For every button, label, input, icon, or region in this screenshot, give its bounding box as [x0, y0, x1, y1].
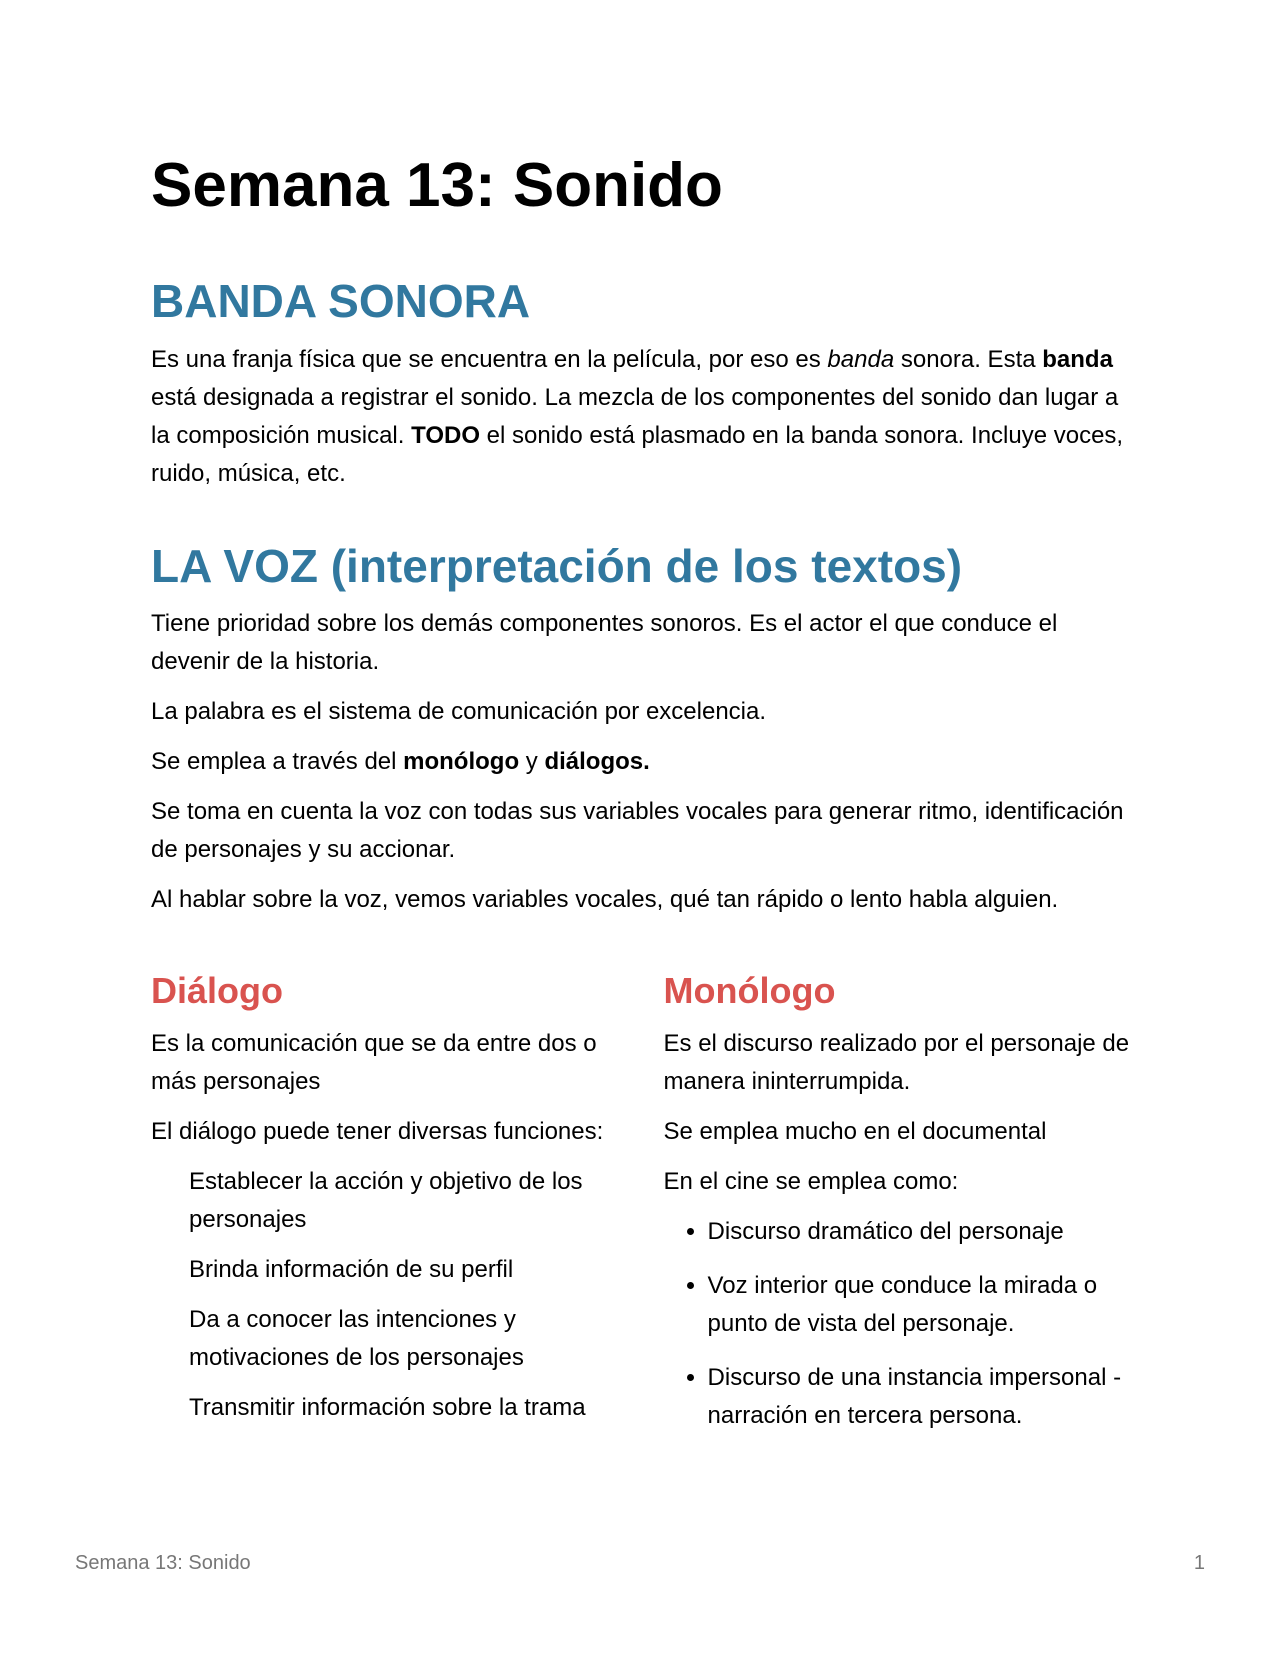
text: sonora. Esta: [894, 345, 1043, 373]
paragraph-monologo-3: En el cine se emplea como:: [663, 1167, 959, 1195]
heading-banda-sonora: BANDA SONORA: [151, 275, 531, 328]
text: y: [519, 748, 545, 776]
paragraph-dialogo-1: Es la comunicación que se da entre dos o más personajes: [151, 1029, 597, 1095]
bold-text: TODO: [411, 421, 481, 449]
bold-text: diálogos.: [544, 748, 650, 776]
paragraph-monologo-1: Es el discurso realizado por el personaje de manera ininterrumpida.: [663, 1029, 1130, 1095]
list-item: • Voz interior que conduce la mirada o punto de vista del personaje.: [708, 1267, 1131, 1343]
paragraph-banda-sonora: [151, 341, 1131, 493]
paragraph-voz-1: Tiene prioridad sobre los demás componentes sonoros. Es el actor el que conduce el devenir de la historia.: [151, 610, 1058, 676]
page-number: 1: [1193, 1552, 1205, 1574]
footer-title: Semana 13: Sonido: [75, 1552, 251, 1574]
bold-text: banda: [1042, 345, 1113, 373]
heading-la-voz: LA VOZ (interpretación de los textos): [151, 539, 963, 592]
column-dialogo: [151, 971, 609, 1451]
paragraph-voz-3: [151, 743, 1131, 781]
paragraph-voz-4: Se toma en cuenta la voz con todas sus variables vocales para generar ritmo, identificación de personajes y su accionar.: [151, 798, 1124, 864]
list-item: Brinda información de su perfil: [189, 1255, 514, 1283]
text: el sonido está plasmado en la banda sonora. Incluye voces, ruido, música, etc.: [151, 421, 1124, 487]
list-item: Establecer la acción y objetivo de los personajes: [189, 1167, 583, 1233]
heading-monologo: Monólogo: [663, 970, 836, 1012]
column-monologo: [664, 971, 1131, 1451]
monologo-uses-list: [664, 1213, 1131, 1435]
paragraph-voz-5: Al hablar sobre la voz, vemos variables vocales, qué tan rápido o lento habla alguien.: [151, 886, 1059, 914]
document-page: [151, 140, 1131, 1451]
page-footer: [75, 1552, 1205, 1575]
page-title: Semana 13: Sonido: [151, 151, 723, 220]
text: Es una franja física que se encuentra en la película, por eso es: [151, 345, 828, 373]
list-item: • Discurso de una instancia impersonal - narración en tercera persona.: [708, 1359, 1131, 1435]
paragraph-voz-2: La palabra es el sistema de comunicación por excelencia.: [151, 698, 767, 726]
dialogo-functions-list: [151, 1163, 609, 1427]
bold-text: monólogo: [403, 748, 520, 776]
list-item: Da a conocer las intenciones y motivaciones de los personajes: [189, 1305, 524, 1371]
paragraph-monologo-2: Se emplea mucho en el documental: [663, 1117, 1047, 1145]
text: está designada a registrar el sonido. La mezcla de los componentes del sonido dan lugar a la composición musical.: [151, 383, 1119, 449]
text: Se emplea a través del: [151, 748, 404, 776]
list-item: Transmitir información sobre la trama: [189, 1393, 586, 1421]
heading-dialogo: Diálogo: [151, 970, 283, 1012]
paragraph-dialogo-2: El diálogo puede tener diversas funciones:: [151, 1117, 604, 1145]
italic-text: banda: [827, 345, 895, 373]
two-column-section: [151, 971, 1131, 1451]
list-item: • Discurso dramático del personaje: [708, 1213, 1131, 1251]
